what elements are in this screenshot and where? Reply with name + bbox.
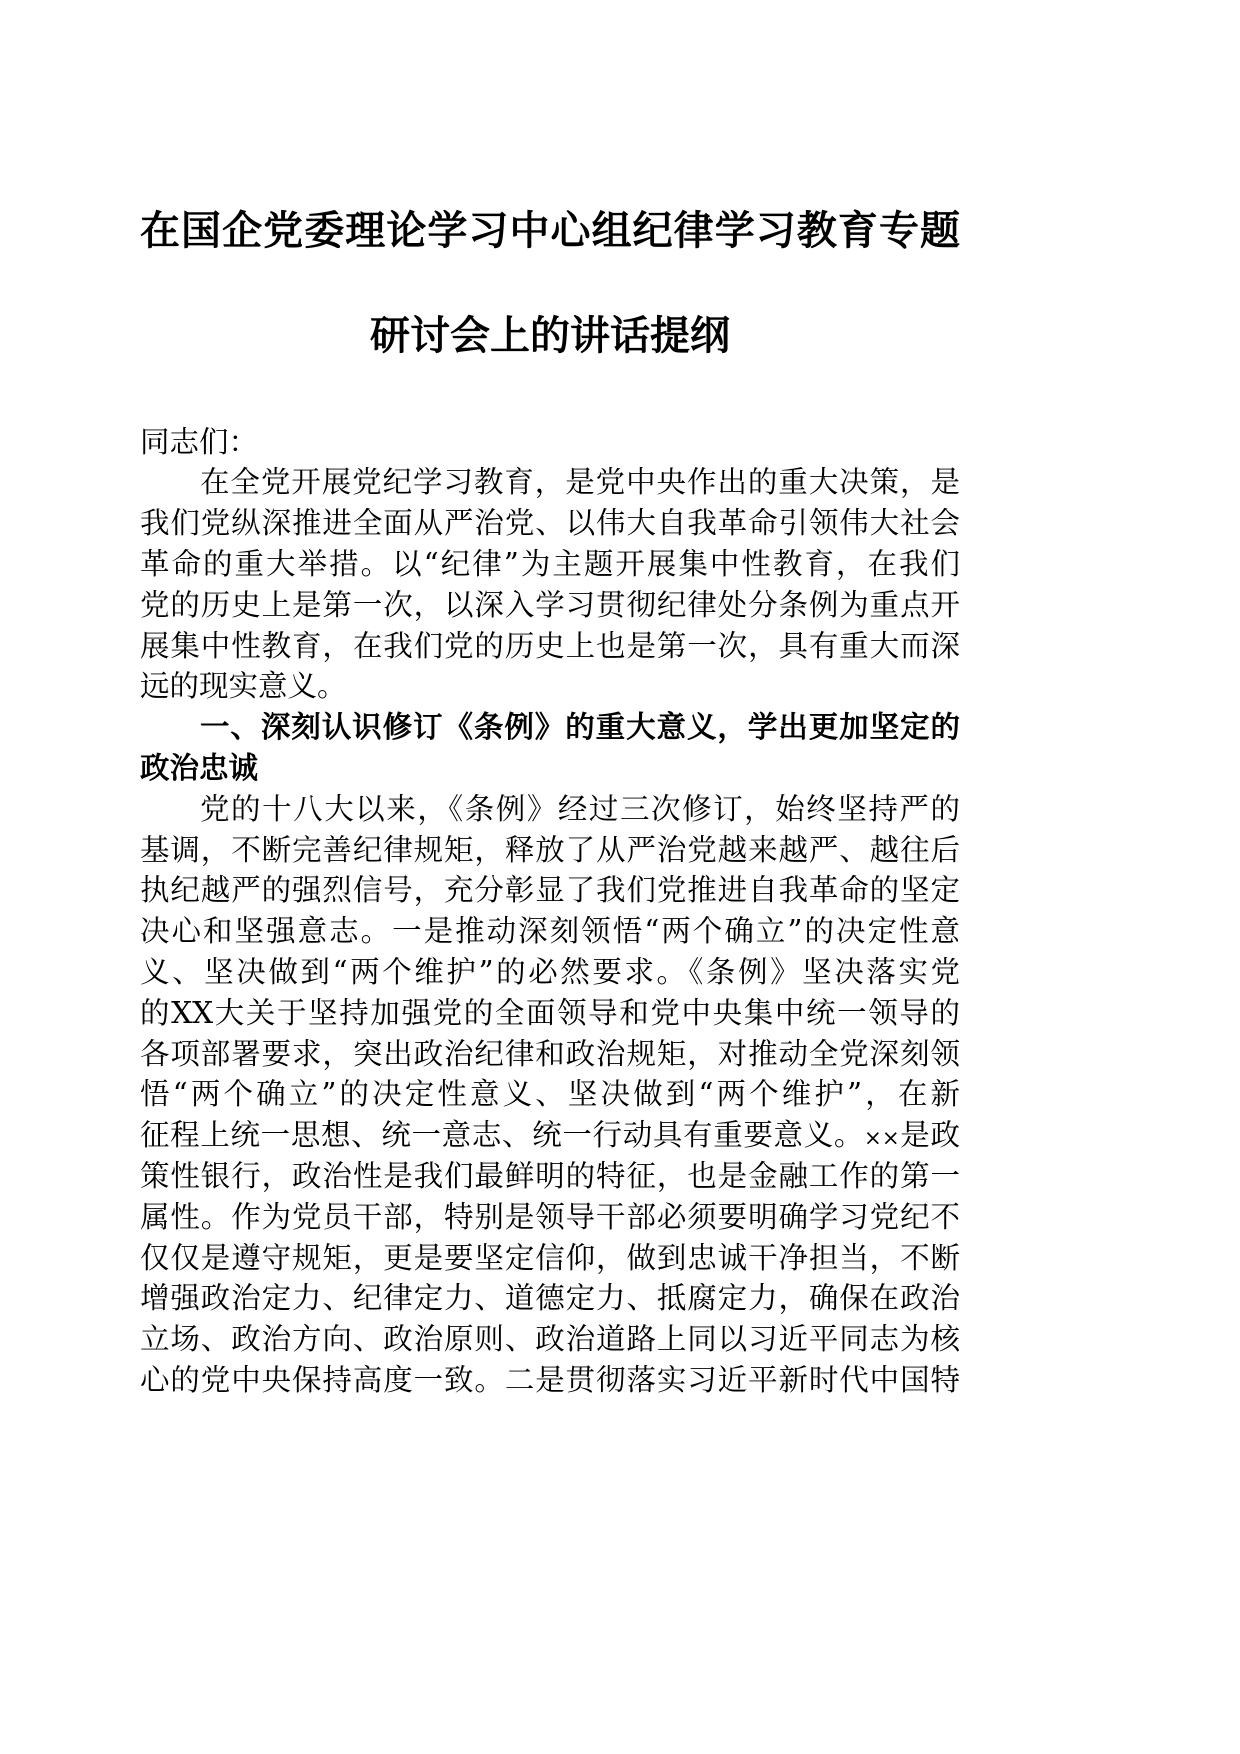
document-title <box>140 178 960 388</box>
paragraph-line: 基调，不断完善纪律规矩，释放了从严治党越来越严、越往后 <box>140 832 960 867</box>
section-heading-line: 一、深刻认识修订《条例》的重大意义，学出更加坚定的 <box>200 710 960 745</box>
paragraph-line: 心的党中央保持高度一致。二是贯彻落实习近平新时代中国特 <box>140 1362 960 1397</box>
section-heading <box>140 707 960 789</box>
paragraph-line: 党的十八大以来，《条例》经过三次修订，始终坚持严的 <box>200 791 960 826</box>
paragraph-line: 义、坚决做到“两个维护”的必然要求。《条例》坚决落实党 <box>140 954 960 989</box>
intro-paragraph <box>140 462 960 707</box>
paragraph-line: 立场、政治方向、政治原则、政治道路上同以习近平同志为核 <box>140 1322 960 1357</box>
paragraph-line: 悟“两个确立”的决定性意义、坚决做到“两个维护”，在新 <box>140 1077 960 1112</box>
paragraph-line: 展集中性教育，在我们党的历史上也是第一次，具有重大而深 <box>140 628 960 663</box>
title-line-1: 在国企党委理论学习中心组纪律学习教育专题 <box>140 207 960 254</box>
paragraph-line: 我们党纵深推进全面从严治党、以伟大自我革命引领伟大社会 <box>140 506 960 541</box>
document-body <box>140 422 960 1401</box>
redacted-name-mark: ×× <box>864 1126 900 1152</box>
paragraph-line: 执纪越严的强烈信号，充分彰显了我们党推进自我革命的坚定 <box>140 873 960 908</box>
paragraph-line: 的XX大关于坚持加强党的全面领导和党中央集中统一领导的 <box>140 995 960 1030</box>
paragraph-line: 决心和坚强意志。一是推动深刻领悟“两个确立”的决定性意 <box>140 914 960 949</box>
salutation: 同志们： <box>140 424 259 459</box>
paragraph-line: 各项部署要求，突出政治纪律和政治规矩，对推动全党深刻领 <box>140 1036 960 1071</box>
paragraph-line <box>140 1115 960 1156</box>
paragraph-line: 革命的重大举措。以“纪律”为主题开展集中性教育，在我们 <box>140 546 960 581</box>
line-segment: 是政 <box>899 1118 960 1153</box>
paragraph-line: 仅仅是遵守规矩，更是要坚定信仰，做到忠诚干净担当，不断 <box>140 1240 960 1275</box>
paragraph-line: 党的历史上是第一次，以深入学习贯彻纪律处分条例为重点开 <box>140 587 960 622</box>
section-heading-line: 政治忠诚 <box>140 750 259 785</box>
paragraph-line: 属性。作为党员干部，特别是领导干部必须要明确学习党纪不 <box>140 1199 960 1234</box>
line-segment: 征程上统一思想、统一意志、统一行动具有重要意义。 <box>140 1118 865 1153</box>
paragraph-line: 增强政治定力、纪律定力、道德定力、抵腐定力，确保在政治 <box>140 1281 960 1316</box>
paragraph-line: 远的现实意义。 <box>140 669 347 704</box>
section-paragraph <box>140 789 960 1401</box>
paragraph-line: 在全党开展党纪学习教育，是党中央作出的重大决策，是 <box>200 465 960 500</box>
title-line-2: 研讨会上的讲话提纲 <box>370 312 730 359</box>
paragraph-line: 策性银行，政治性是我们最鲜明的特征，也是金融工作的第一 <box>140 1158 960 1193</box>
